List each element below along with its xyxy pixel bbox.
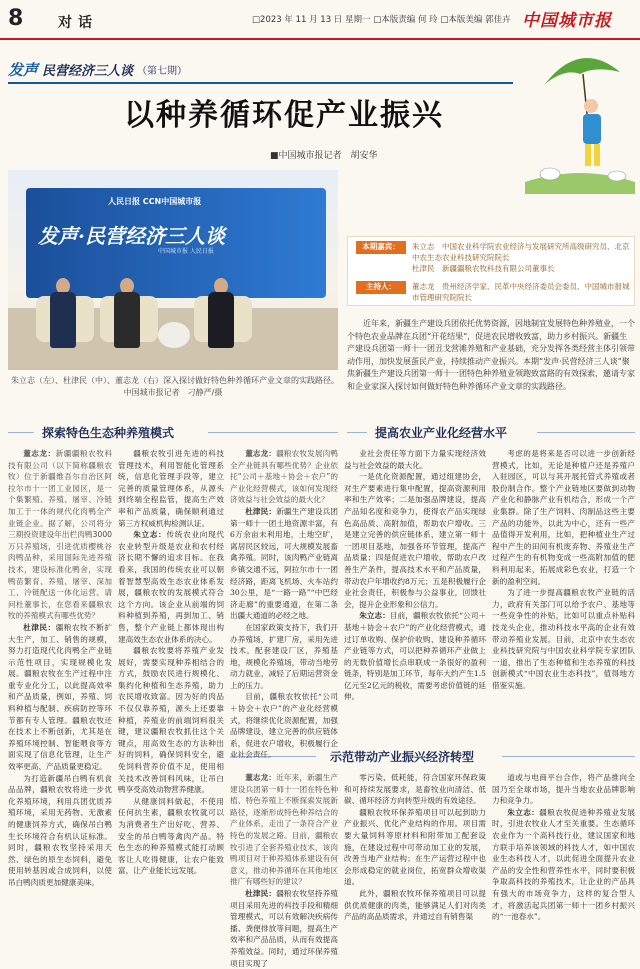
- section-name: 对话: [58, 15, 98, 31]
- article-intro: 近年来，新疆生产建设兵团依托优势资源，因地制宜发展特色种养殖业，一个个特色农业品牌在兵团“开花结果”，促进农民增收致富，助力乡村振兴。新疆生产建设兵团第一师十一团丑戈营滩养殖和产业基础，充分发挥各类经营主体引领带动作用，加快发展蛋民产业，持续推动产业振兴。本期“发声·民营经济三人谈”聚焦新疆生产建设兵团第一师十一团特色种养殖业领跑致富路的有效探索，邀请专家和企业家深入探讨如何做好特色种养循环产业文章的实践路径。: [347, 319, 635, 391]
- article-column-6: 董志龙：近年来，新疆生产建设兵团第一师十一团在特色种植、特色养殖上不断探索发展新路径，逐渐形成特色种养结合的产业体系，走出了一条符合产业特色的发展之路。目前，疆粮农牧引进了全套养殖业技术，该肉鸭项目对于种养殖体系建设有何意义，推动种养循环在其他地区推广有哪些好的建议？ 杜津民：疆粮农牧坚持养殖项目采用先进的科技手段和精细管理模式，可以有效解决疾病传播、粪便排放等问题，提高生产效率和产品品质，从而有效提高养殖效益。同时，通过环保养殖项目实现了: [230, 773, 339, 968]
- headline: 以种养循环促产业振兴: [124, 98, 444, 133]
- article-column-5: 考虑的是将来是否可以进一步创新经营模式，比如，无论是种植户还是养殖户入驻园区，可以与其开展托管式养殖或者股份制合作。整个产业链地区要做到动物产业化和静脉产业有机结合，形成一个产业集群。除了生产饲料、肉制品这些主要产品的功能外，以此为中心，还有一些产品值得开发利用，比如，把种植业生产过程中产生的田间有机废弃物、养殖业生产过程产生的有机物变成一些高附加值的肥料利用起来，拓展成彩色农业，打造一个新的盈利空间。 为了进一步提高疆粮农牧产业链的活力，政府有关部门可以给予农户、基地等一些竞争性的补贴，比如可以重点补贴科技龙头企业，推动科技水平高的企业有效带动养殖业发展。目前，北京中农生态农业科技研究院与中国农业科学院专家团队一道，推出了生态种植和生态养殖的科技创新模式“中国农业生态科技”，值得地方借鉴实施。: [492, 449, 635, 690]
- farmer-illustration: [525, 44, 635, 194]
- subhead-industrialize: 提高农业产业化经营水平: [347, 424, 635, 442]
- masthead-logo: 中国城市报: [522, 11, 612, 31]
- series-banner: [8, 58, 187, 80]
- side-table: [158, 322, 190, 348]
- backdrop-logo: 人民日报 CCN中国城市报: [108, 197, 202, 206]
- byline: ■中国城市报记者 胡安华: [270, 151, 378, 161]
- interview-photo: [8, 170, 338, 370]
- subhead-explore: 探索特色生态种养殖模式: [8, 424, 338, 442]
- page-number: 8: [8, 6, 24, 31]
- backdrop-subtitle: 中国城市报 人民日报: [158, 248, 214, 255]
- host-figure: [206, 278, 236, 348]
- guest-line: 朱立志 中国农业科学院农业经济与发展研究所高级研究员、北京中农生态农业科技研究院院长: [412, 242, 630, 262]
- article-column-7: 零污染、低耗能，符合国家环保政策和可持续发展要求，是畜牧业向清洁、低碳、循环经济方向转型升级的有效途径。 疆粮农牧环保养殖项目可以起到助力产业振兴、优化产业结构的作用。项目需要大量饲料等原材料和附带加工配套设施，在建设过程中可带动加工业的发展，改善当地产业结构；在生产运营过程中也会形成稳定的就业岗位，拓宽群众增收渠道。 此外，疆粮农牧环保养殖项目可以提供优质健康的肉类，能够满足人们对肉类产品的高品质需求，并通过自有销售渠: [344, 773, 486, 922]
- series-tag-title: 民营经济三人谈: [42, 63, 134, 79]
- article-column-4: 业社会责任等方面下力量实现经济效益与社会效益的最大化。 一是优化资源配置，通过组建协会，对生产要素进行集中配置，提高资源利用率和生产效率；二是加强品牌建设，提高产品知名度和竞争力，使得农产品实现绿色高品质、高附加值，帮助农户增收。三是建立完善的供应链体系，建立第一师十一团项目基地，加强各环节管理，提高产品质量；四是促进农户增收，帮助农户改善生产条件，提高技术水平和产品质量，带动农户年增收约8万元；五是积极履行企业社会责任，积极参与公益事业，回馈社会，提升企业形象和公信力。 朱立志：目前，疆粮农牧依托“公司＋基地＋协会＋农户”的产业化经营模式，通过订单收购、保护价收购、建设种养循环产业链等方式，可以把种养循环产业做上的无数价值增长点串联成一条很好的盈利链条，特别是加工环节，每年大约产生1.5亿元至2亿元的税收，需要考虑价值链的延伸。: [344, 449, 486, 702]
- guest-line: 杜津民 新疆疆粮农牧科技有限公司董事长: [412, 264, 555, 273]
- backdrop-title: 发声·民营经济三人谈: [38, 224, 225, 248]
- guest-figure: [48, 278, 78, 348]
- series-issue: （第七期）: [137, 65, 188, 77]
- photo-caption: 朱立志（左）、杜津民（中）、董志龙（右）深入探讨做好特色种养循环产业文章的实践路径。 中国城市报记者 刁静严/摄: [11, 376, 343, 397]
- article-column-8: 道或与电商平台合作，将产品推向全国乃至全球市场，提升当地农业品牌影响力和竞争力。 朱立志：疆粮农牧促进种养殖业发展时，引进农牧业人才至关重要。生态循环农业作为一个高科技行业，建议国家和地方联手培养该领域的科技人才，如中国农业生态科技人才，以此促进全面提升农业产品的安全性和营养性水平，同时要积极争取高科技的养殖技术，让企业的产品具有强大的市场竞争力，这样的复合型人才，将激活起兵团第一师十一团乡村振兴的“一池春水”。: [492, 773, 636, 922]
- series-divider: [8, 82, 513, 84]
- dateline: □2023 年 11 月 13 日 星期一 □本版责编 何 玲 □本版美编 郭佳卉: [252, 15, 511, 25]
- article-column-1: 董志龙：新疆疆粮农牧科技有限公司（以下简称疆粮农牧）位于新疆维吾尔自治区阿拉尔市十一团工业园区，是一个集繁殖、养殖、屠宰、冷链加工于一体的规代化肉鸭全产业链企业。据了解，公司将分三期投资建设年出栏肉鸭3000万只养殖场，引进优质樱桃谷肉鸭品种，采用国际先进养殖技术，建设标准化鸭舍，实现鸭苗繁育、养殖、屠宰、深加工、冷链配送一体化运营。请问杜董事长，在您看来疆粮农牧的养殖模式有哪些优势？ 杜津民：疆粮农牧不断扩大生产，加工、销售的规模，努力打造现代化肉鸭全产业链示范性项目，实现规模化发展。疆粮农牧在生产过程中注重专业化分工，以此提高效率和产品质量，例如，养殖、饲料种植与配制、疾病防控等环节都有专人管理。疆粮农牧还在技术上不断创新，尤其是在养殖环境控制、智能喂食等方面实现了信息化管理，让生产效率更高、产品质量更稳定。 为打造新疆吊白鸭有机食品品牌，疆粮农牧将进一步优化养殖环境，利用兵团优质养殖环境，采用无药物、无激素的健康饲养方式，确保吊白鸭生长环境符合有机认证标准。同时，疆粮农牧坚持采用天然、绿色的原生态饲料，避免使用转基因或合成饲料，以使吊白鸭肉质更加健康美味。: [8, 449, 113, 887]
- host-label: 主持人：: [356, 281, 406, 294]
- series-tag-main: 发声: [8, 60, 39, 79]
- subhead-demonstrate: 示范带动产业振兴经济转型: [230, 748, 635, 766]
- host-line: 董志龙 贵州经济学家、民革中央经济委员会委员、中国城市报城市管理研究院院长: [412, 282, 630, 302]
- guest-figure: [112, 278, 142, 348]
- guests-label: 本期嘉宾：: [356, 241, 406, 254]
- article-column-2: 疆粮农牧引进先进的科技管理技术，利用智能化管理系统，信息化管理手段等，建立完善的质量管理体系，从源头到终端全程监管，提高生产效率和产品质量，确保顺利通过第三方权威机构检测认证。 朱立志：传统农业向现代农业转型升级是农业和农村经济长期不懈的追求目标。在我看来，我国的传统农业可以朝着智慧型高效生态农业体系发展，疆粮农牧的发展模式符合这个方向。该企业从前端的饲料种植到养殖，再到加工、销售，整个产业链上都体现出构建高效生态农业体系的决心。 疆粮农牧要将养殖产业发展好，需要实现种养相结合的方式，鼓励农民进行规模化、集约化种植和生态养殖，助力农民增收致富。因为好的肉品不仅仅靠养殖，源头上还要靠种植，养殖业的前端饲料很关键，建议疆粮农牧抓住这个关键点，用高效生态的方法种出好的饲料，确保饲料安全，避免饲料营养价值不足，使用相关技术改善饲料风味，让吊白鸭享受高效动物营养健康。 从健康饲料做起，不使用任何抗生素，疆粮农牧就可以为消费者生产出好吃、营养、安全的吊白鸭等禽肉产品。特色生态的种养殖模式能打动顾客让人吃得健康，让农户能致富，让产业能长远发展。: [118, 449, 225, 876]
- page-header: [0, 0, 640, 40]
- article-column-3: 董志龙：疆粮农牧发展肉鸭全产业链具有哪些优势？企业依托“公司＋基地＋协会＋农户”的产业化经营模式，该如何发现经济效益与社会效益的最大化？ 杜津民：新疆生产建设兵团第一师十一团土地资源丰富，有6万余亩未利用地，土地空旷，离居民区较远，可大规模发展畜禽养殖。同时，该肉鸭产业链离乡镇交通不远，阿拉尔市十一团经济路，距离飞机场、火车站约30公里，是“一路一路”“中巴经济走廊”的重要通道，在第二条出疆大通道的必经之地。 在国家政策支持下，我们开办养殖场，扩建厂房，采用先进技术，配套建设厂区，养殖基地，规模化养殖场，带动当地劳动力就业，减轻了后期运营资金上的压力。 目前，疆粮农牧依托“公司＋协会＋农户”的产业化经营模式，将继续优化资源配置，加强品牌建设，建立完善的供应链体系，促进农户增收，积极履行企业社会责任。: [230, 449, 339, 760]
- guest-info-box: [347, 236, 635, 306]
